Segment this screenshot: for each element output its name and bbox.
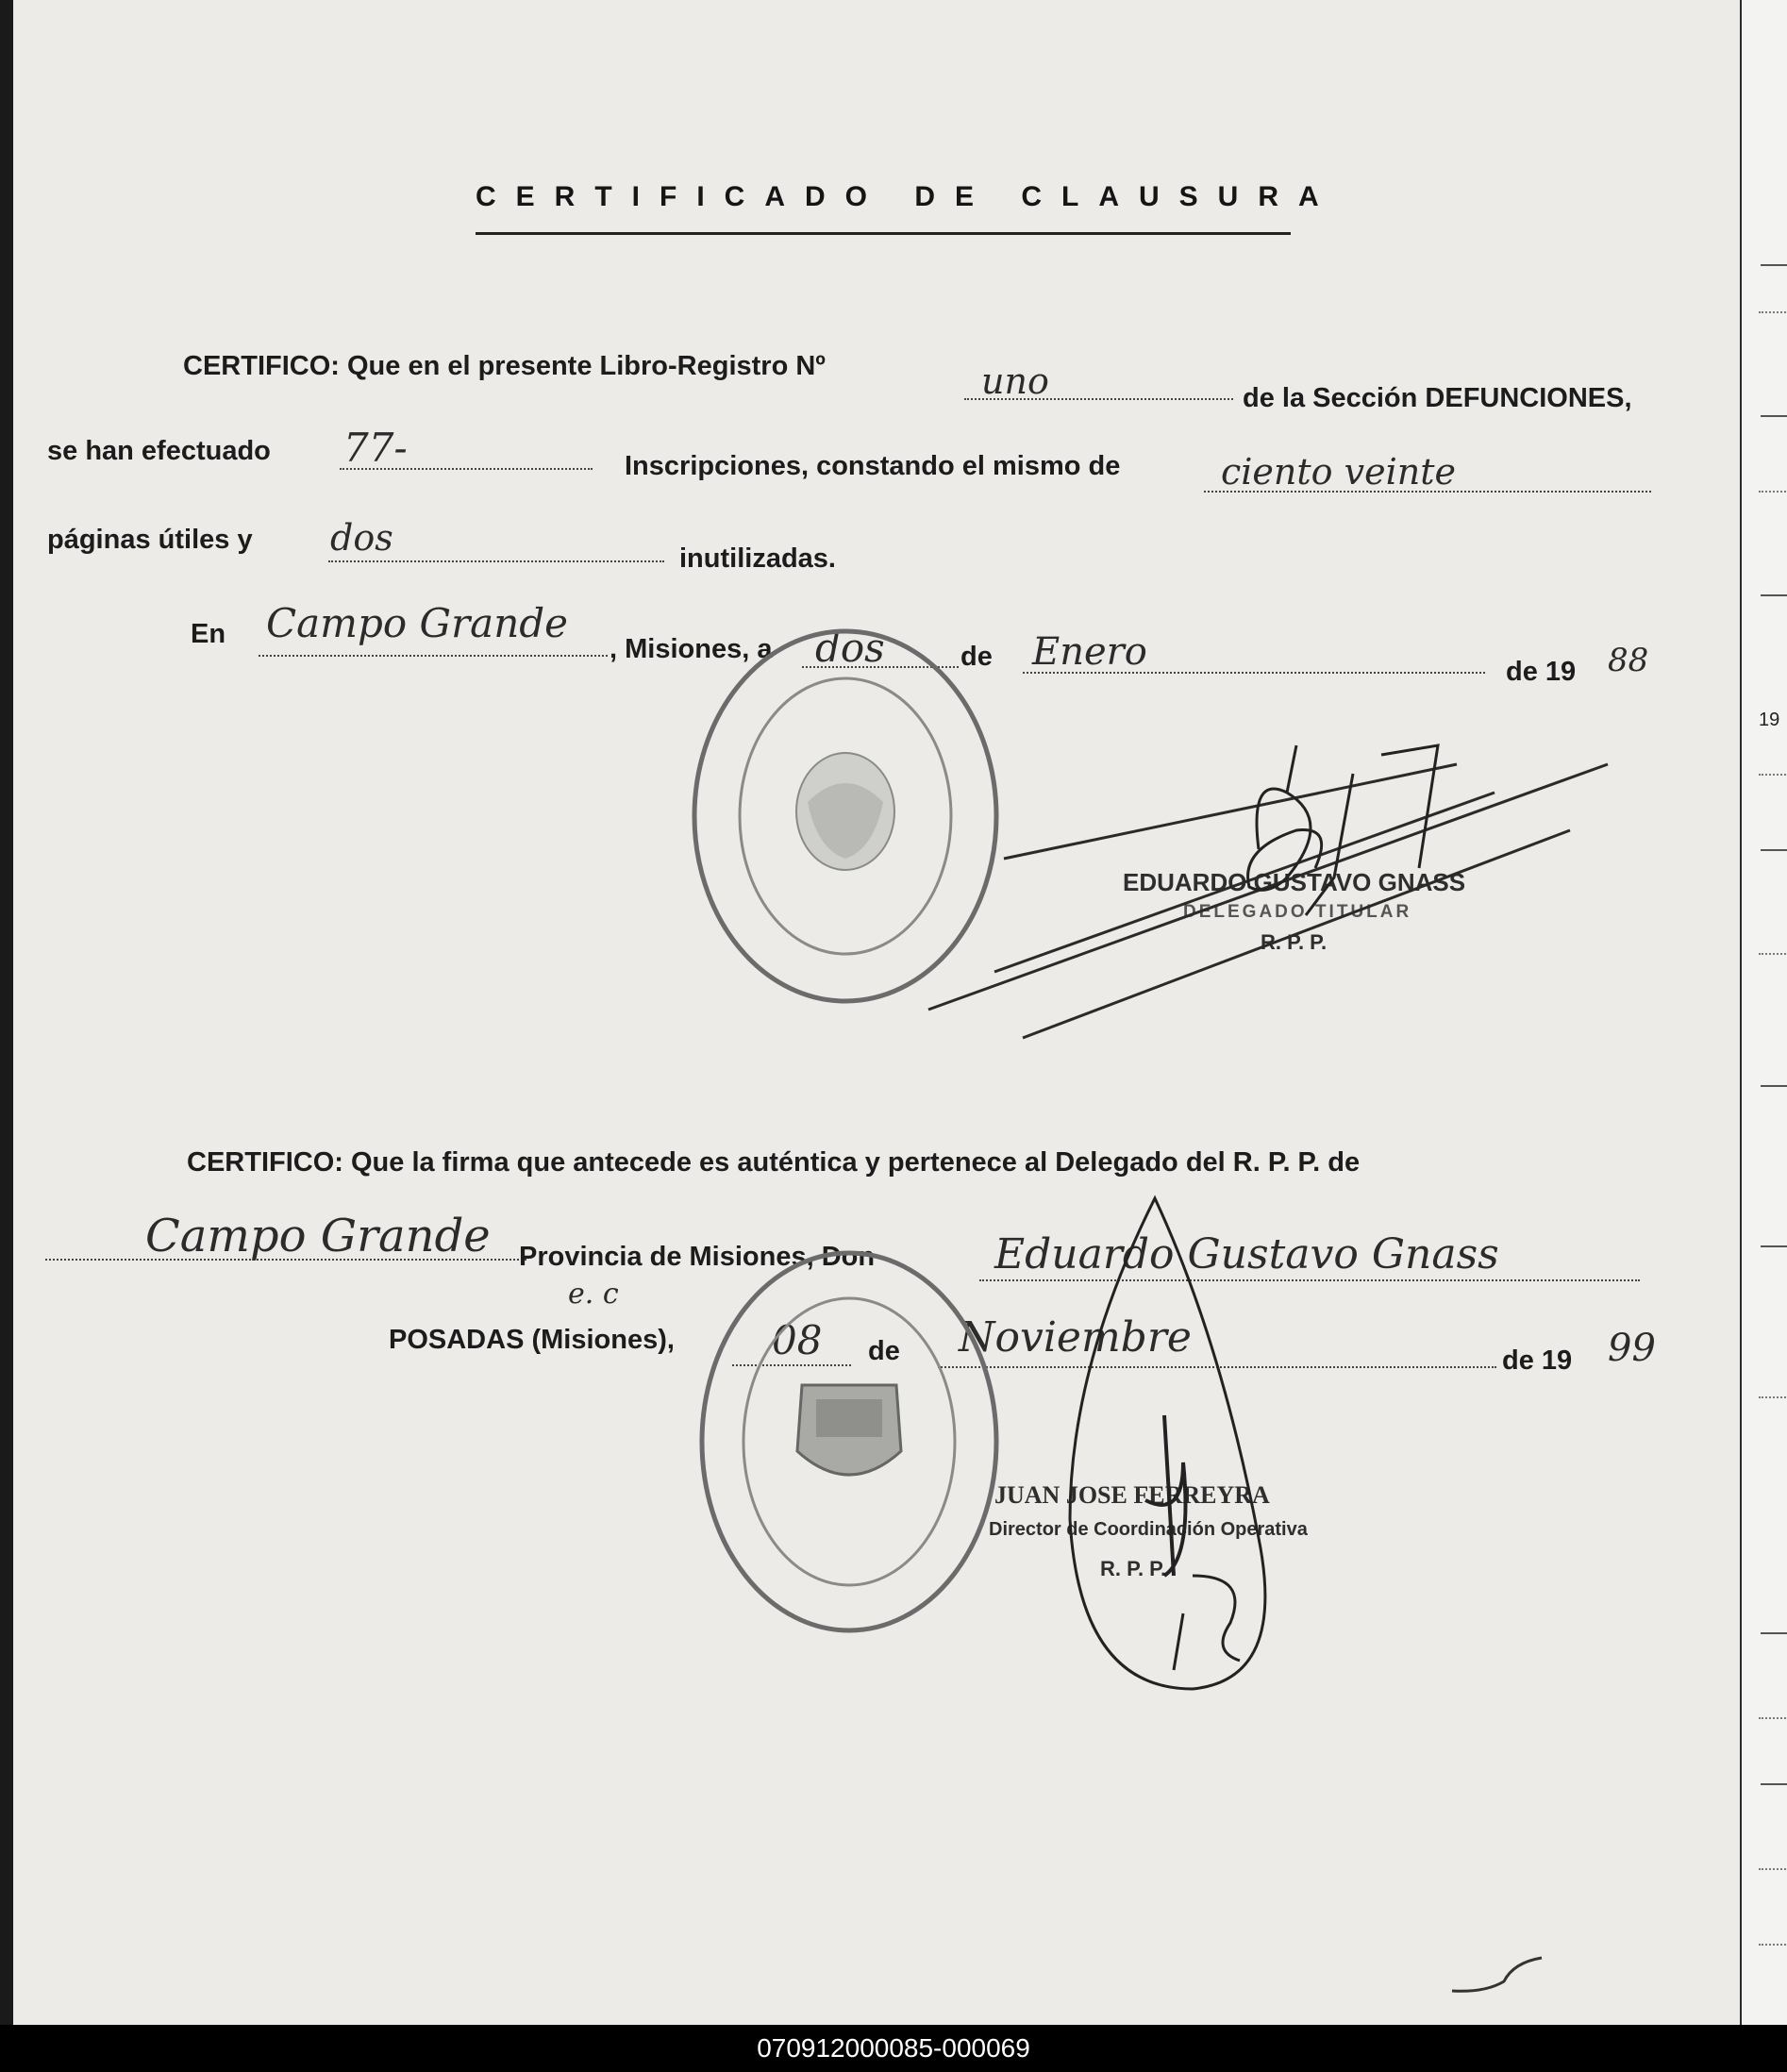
authentication-line1: CERTIFICO: Que la firma que antecede es auténtica y pertenece al Delegado del R. P. P. de <box>187 1147 1361 1178</box>
adjacent-sheet-edge <box>1740 0 1787 2025</box>
adjacent-year-fragment: 19 <box>1759 710 1780 730</box>
adjacent-rule <box>1761 1783 1787 1785</box>
adjacent-dots <box>1759 1396 1787 1398</box>
closure-line2-start: se han efectuado <box>47 436 271 466</box>
delegate-stamp-role: DELEGADO TITULAR <box>1183 902 1412 922</box>
scan-id-text: 070912000085-000069 <box>757 2033 1030 2063</box>
adjacent-rule <box>1761 1632 1787 1634</box>
auth-month-prefix: de <box>868 1336 900 1366</box>
adjacent-dots <box>1759 1868 1787 1870</box>
delegate-stamp-org: R. P. P. <box>1261 930 1328 954</box>
closure-line3-end: inutilizadas. <box>679 543 836 574</box>
auth-year-prefix: de 19 <box>1502 1345 1573 1376</box>
adjacent-dots <box>1759 1717 1787 1719</box>
inscriptions-handwritten: 77- <box>343 425 408 471</box>
book-number-handwritten: uno <box>981 360 1049 402</box>
place-field <box>259 655 608 657</box>
month-prefix: de <box>960 642 993 672</box>
document-title: CERTIFICADO DE CLAUSURA <box>476 181 1339 212</box>
unused-pages-handwritten: dos <box>330 517 393 559</box>
director-stamp-role: Director de Coordinación Operativa <box>989 1519 1308 1540</box>
month-handwritten: Enero <box>1032 630 1147 674</box>
director-signature <box>1051 1179 1296 1708</box>
place-mid: , Misiones, a <box>610 634 773 664</box>
closure-line3-start: páginas útiles y <box>47 525 253 555</box>
place-prefix: En <box>191 619 226 649</box>
place-handwritten: Campo Grande <box>266 600 568 646</box>
stray-pen-mark <box>1447 1953 1551 2000</box>
delegate-stamp-name: EDUARDO GUSTAVO GNASS <box>1123 868 1466 896</box>
director-stamp-org: R. P. P. <box>1100 1557 1167 1580</box>
closure-line1-end: de la Sección DEFUNCIONES, <box>1243 383 1632 413</box>
document-page <box>13 0 1740 2025</box>
closure-line2-mid: Inscripciones, constando el mismo de <box>625 451 1121 481</box>
official-seal-ministry <box>689 1244 1010 1640</box>
auth-year-handwritten: 99 <box>1608 1327 1656 1370</box>
auth-place-handwritten: Campo Grande <box>145 1210 491 1262</box>
auth-day-handwritten: 08 <box>772 1317 823 1363</box>
auth-delegate-handwritten: Eduardo Gustavo Gnass <box>994 1230 1499 1278</box>
delegate-signature <box>891 736 1617 1047</box>
auth-ec-note: e. c <box>568 1278 619 1311</box>
title-underline <box>476 232 1291 235</box>
adjacent-dots <box>1759 311 1787 313</box>
year-prefix: de 19 <box>1506 657 1577 687</box>
day-handwritten: dos <box>815 625 885 671</box>
director-stamp-name: JUAN JOSE FERREYRA <box>994 1481 1270 1509</box>
adjacent-rule <box>1761 264 1787 266</box>
adjacent-rule <box>1761 1085 1787 1087</box>
adjacent-rule <box>1761 415 1787 417</box>
year-handwritten: 88 <box>1608 642 1649 679</box>
adjacent-dots <box>1759 1944 1787 1946</box>
adjacent-dots <box>1759 491 1787 493</box>
useful-pages-handwritten: ciento veinte <box>1221 451 1456 493</box>
adjacent-rule <box>1761 849 1787 851</box>
adjacent-rule <box>1761 594 1787 596</box>
adjacent-rule <box>1761 1245 1787 1247</box>
adjacent-dots <box>1759 953 1787 955</box>
closure-line1-start: CERTIFICO: Que en el presente Libro-Registro Nº <box>183 351 826 381</box>
authentication-line2-start: Provincia de Misiones, Don <box>519 1242 876 1272</box>
authentication-city: POSADAS (Misiones), <box>389 1325 675 1355</box>
unused-pages-field <box>328 560 664 562</box>
scan-id-footer <box>0 2025 1787 2072</box>
adjacent-dots <box>1759 774 1787 776</box>
auth-month-handwritten: Noviembre <box>959 1313 1192 1362</box>
